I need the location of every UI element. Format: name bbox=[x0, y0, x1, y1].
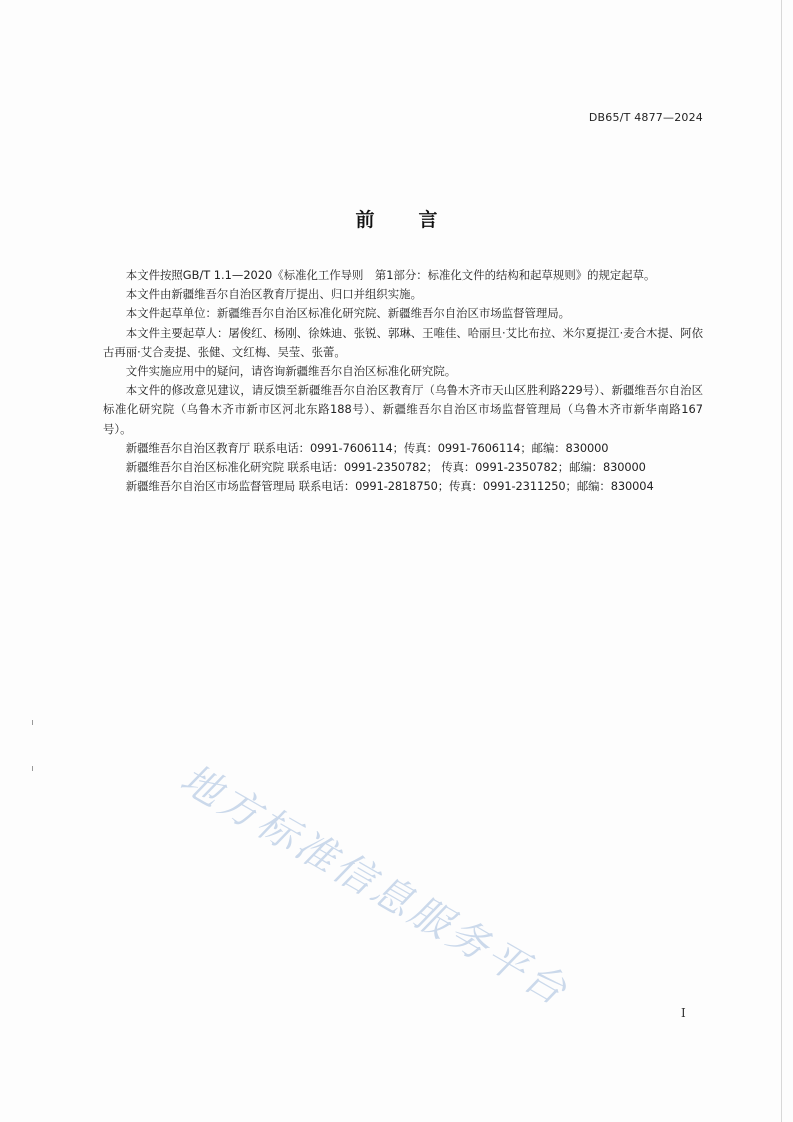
paragraph: 本文件的修改意见建议，请反馈至新疆维吾尔自治区教育厅（乌鲁木齐市天山区胜利路229号）、新疆维吾尔自治区标准化研究院（乌鲁木齐市新市区河北东路188号）、新疆维吾尔自治区市场监督管理局（乌鲁木齐市新华南路167号）。 bbox=[103, 383, 703, 436]
paragraph: 本文件主要起草人：屠俊红、杨刚、徐姝迪、张锐、郭琳、王唯佳、哈丽旦·艾比布拉、米尔夏提江·麦合木提、阿依古再丽·艾合麦提、张健、文红梅、吴莹、张蕾。 bbox=[103, 325, 703, 359]
paragraph: 本文件按照GB/T 1.1—2020《标准化工作导则 第1部分：标准化文件的结构和起草规则》的规定起草。 bbox=[125, 268, 656, 282]
paragraph: 本文件起草单位：新疆维吾尔自治区标准化研究院、新疆维吾尔自治区市场监督管理局。 bbox=[125, 306, 571, 321]
page-number: I bbox=[681, 1006, 686, 1020]
watermark: 地方标准信息服务平台 bbox=[172, 755, 577, 1016]
scan-mark bbox=[32, 766, 33, 771]
document-code: DB65/T 4877—2024 bbox=[588, 111, 703, 124]
foreword-body bbox=[103, 266, 703, 496]
contact-line: 新疆维吾尔自治区教育厅 联系电话：0991-7606114；传真：0991-7606114；邮编：830000 bbox=[125, 440, 609, 455]
paragraph: 文件实施应用中的疑问，请咨询新疆维吾尔自治区标准化研究院。 bbox=[125, 364, 457, 379]
contact-line: 新疆维吾尔自治区市场监督管理局 联系电话：0991-2818750；传真：0991-2311250；邮编：830004 bbox=[125, 479, 654, 494]
scan-edge-line bbox=[781, 0, 782, 1122]
paragraph: 本文件由新疆维吾尔自治区教育厅提出、归口并组织实施。 bbox=[125, 287, 422, 302]
page-title: 前言 bbox=[355, 209, 482, 231]
contact-line: 新疆维吾尔自治区标准化研究院 联系电话：0991-2350782； 传真：0991-2350782；邮编：830000 bbox=[125, 460, 646, 475]
scan-mark bbox=[32, 720, 33, 725]
